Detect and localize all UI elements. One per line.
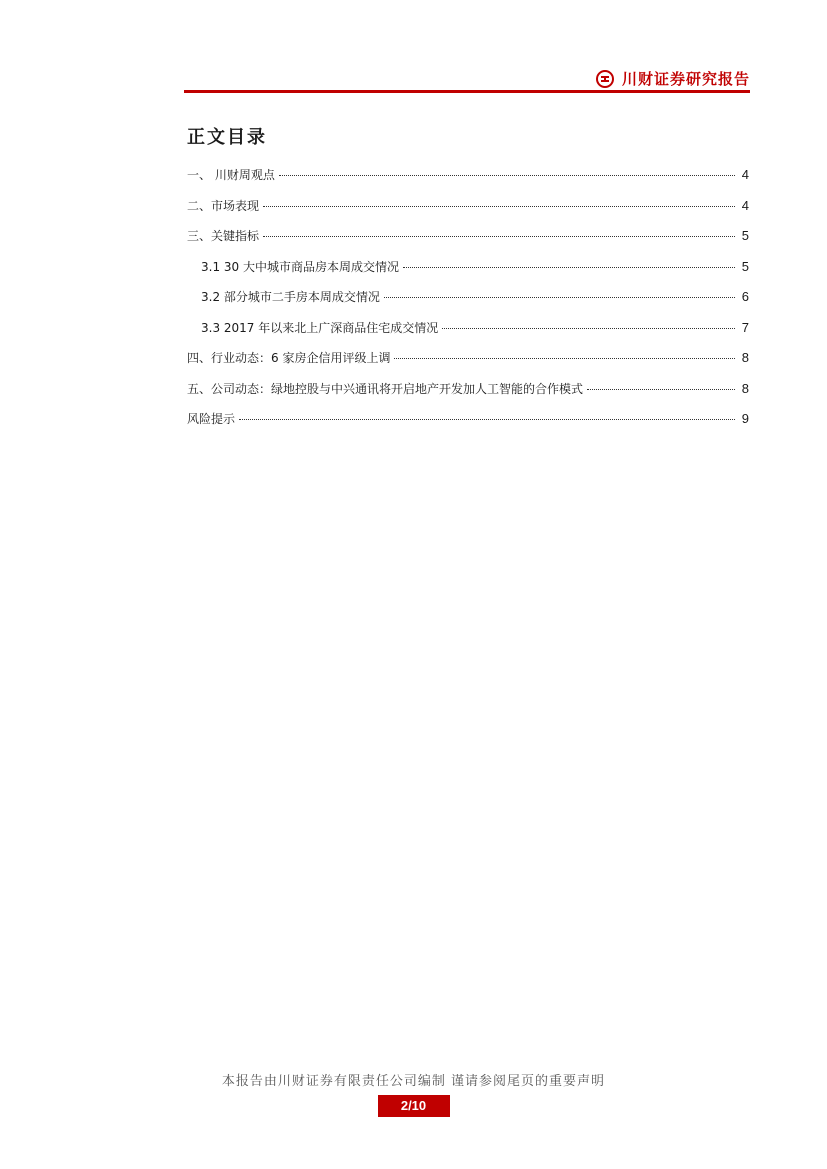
header-title: 川财证券研究报告 (621, 70, 750, 88)
toc-item-page: 5 (741, 228, 749, 243)
toc-item-label: 二、市场表现 (187, 198, 260, 213)
toc-item-label: 三、关键指标 (187, 229, 260, 243)
toc-item-label: 3.3 2017 年以来北上广深商品住宅成交情况 (201, 320, 439, 335)
toc-item-page: 7 (741, 319, 749, 335)
toc-subitem[interactable] (187, 258, 749, 289)
chuancai-logo-icon (596, 70, 614, 88)
toc-item-page: 8 (741, 350, 749, 365)
toc-leader-dots (263, 206, 735, 207)
toc-item[interactable] (187, 380, 749, 411)
toc-leader-dots (384, 297, 735, 298)
toc-subitem[interactable] (187, 319, 749, 350)
toc-item[interactable] (187, 349, 749, 380)
page-footer (0, 1070, 827, 1117)
toc-item-page: 4 (741, 197, 749, 213)
toc-leader-dots (403, 267, 735, 268)
toc-item-page: 6 (741, 289, 749, 304)
toc-item-page: 9 (741, 411, 749, 426)
toc-item-page: 8 (741, 380, 749, 396)
toc-subitem[interactable] (187, 288, 749, 319)
footer-disclaimer: 本报告由川财证券有限责任公司编制 谨请参阅尾页的重要声明 (221, 1074, 606, 1089)
toc-leader-dots (587, 389, 735, 390)
page-header (184, 64, 750, 94)
toc-leader-dots (442, 328, 735, 329)
header-divider (184, 90, 750, 93)
toc-item-label: 风险提示 (187, 412, 236, 426)
toc-item-label: 五、公司动态：绿地控股与中兴通讯将开启地产开发加人工智能的合作模式 (187, 381, 584, 396)
toc-title: 正文目录 (187, 127, 267, 148)
toc-item-label: 3.2 部分城市二手房本周成交情况 (201, 290, 380, 304)
page-number-badge: 2/10 (378, 1095, 450, 1117)
toc-item-page: 5 (741, 258, 749, 274)
toc-leader-dots (263, 236, 735, 237)
toc-list (187, 166, 749, 441)
toc-item-label: 一、 川财周观点 (187, 168, 275, 182)
toc-item-label: 四、行业动态：6 家房企信用评级上调 (187, 351, 391, 365)
table-of-contents (187, 124, 749, 441)
toc-leader-dots (394, 358, 735, 359)
toc-item[interactable] (187, 197, 749, 228)
header-brand (596, 68, 750, 89)
toc-leader-dots (239, 419, 735, 420)
toc-item-label: 3.1 30 大中城市商品房本周成交情况 (201, 259, 399, 274)
toc-item-page: 4 (741, 167, 749, 182)
toc-item[interactable] (187, 410, 749, 441)
toc-item[interactable] (187, 227, 749, 258)
toc-leader-dots (279, 175, 735, 176)
toc-item[interactable] (187, 166, 749, 197)
